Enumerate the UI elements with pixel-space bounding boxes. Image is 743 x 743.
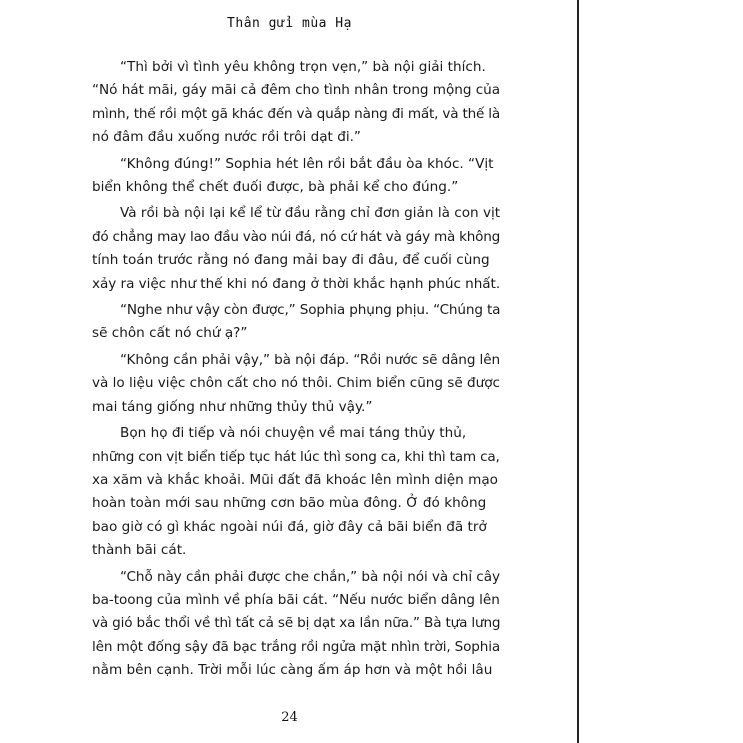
text-line: thành bãi cát. [92,542,187,559]
text-line: “Không đúng!” Sophia hét lên rồi bắt đầu òa khóc. “Vịt [120,155,494,172]
paragraph [92,299,500,346]
text-line: mình, thế rồi một gã khác đến và quắp nàng đi mất, và thế là [92,105,500,122]
text-line: xảy ra việc như thế khi nó đang ở thời khắc hạnh phúc nhất. [92,275,501,292]
text-line: và lo liệu việc chôn cất cho nó thôi. Chim biển cũng sẽ được [92,375,500,392]
paragraph [92,566,500,683]
text-line: “Không cần phải vậy,” bà nội đáp. “Rồi nước sẽ dâng lên [120,351,500,368]
text-line: “Nghe như vậy còn được,” Sophia phụng phịu. “Chúng ta [120,302,501,319]
text-line: ba-toong của mình về phía bãi cát. “Nếu nước biển dâng lên [92,591,500,608]
text-line: bao giờ có gì khác ngoài núi đá, giờ đây cả bãi biển đã trở [92,518,487,535]
paragraph [92,202,500,296]
text-line: lên một đống sậy đã bạc trắng rồi ngửa mặt nhìn trời, Sophia [92,638,501,655]
page-number: 24 [281,710,298,725]
text-line: nó đâm đầu xuống nước rồi trôi dạt đi.” [92,129,361,146]
text-line: nằm bên cạnh. Trời mỗi lúc càng ấm áp hơn và một hồi lâu [92,662,493,679]
paragraph [92,56,500,150]
text-line: mai táng giống như những thủy thủ vậy.” [92,398,373,415]
body-text [92,56,500,686]
text-line: Bọn họ đi tiếp và nói chuyện về mai táng thủy thủ, [120,425,467,442]
text-line: Và rồi bà nội lại kể lể từ đầu rằng chỉ đơn giản là con vịt [120,205,501,222]
text-line: “Thì bởi vì tình yêu không trọn vẹn,” bà nội giải thích. [120,59,486,75]
text-line: và gió bắc thổi về thì tất cả sẽ bị dạt xa lần nữa.” Bà tựa lưng [92,615,501,632]
text-line: “Nó hát mãi, gáy mãi cả đêm cho tình nhân trong mộng của [92,82,501,99]
text-line: hoàn toàn mới sau những cơn bão mùa đông. Ở đó không [92,495,487,512]
text-line: tính toán trước rằng nó đang mải bay đi đâu, để cuối cùng [92,252,490,269]
paragraph [92,153,500,200]
text-line: “Chỗ này cần phải được che chắn,” bà nội nói và chỉ cây [120,568,500,585]
paragraph [92,422,500,562]
text-line: đó chẳng may lao đầu vào núi đá, nó cứ hát và gáy mà không [92,228,501,245]
text-line: những con vịt biển tiếp tục hát lúc thì song ca, khi thì tam ca, [92,448,500,465]
running-head-title: Thân gửi mùa Hạ [227,16,352,31]
text-line: sẽ chôn cất nó chứ ạ?” [92,325,248,342]
text-line: xa xăm và khắc khoải. Mũi đất đã khoác lên mình diện mạo [92,471,499,488]
text-line: biển không thể chết đuối được, bà phải kể cho đúng.” [92,179,459,196]
paragraph [92,349,500,419]
